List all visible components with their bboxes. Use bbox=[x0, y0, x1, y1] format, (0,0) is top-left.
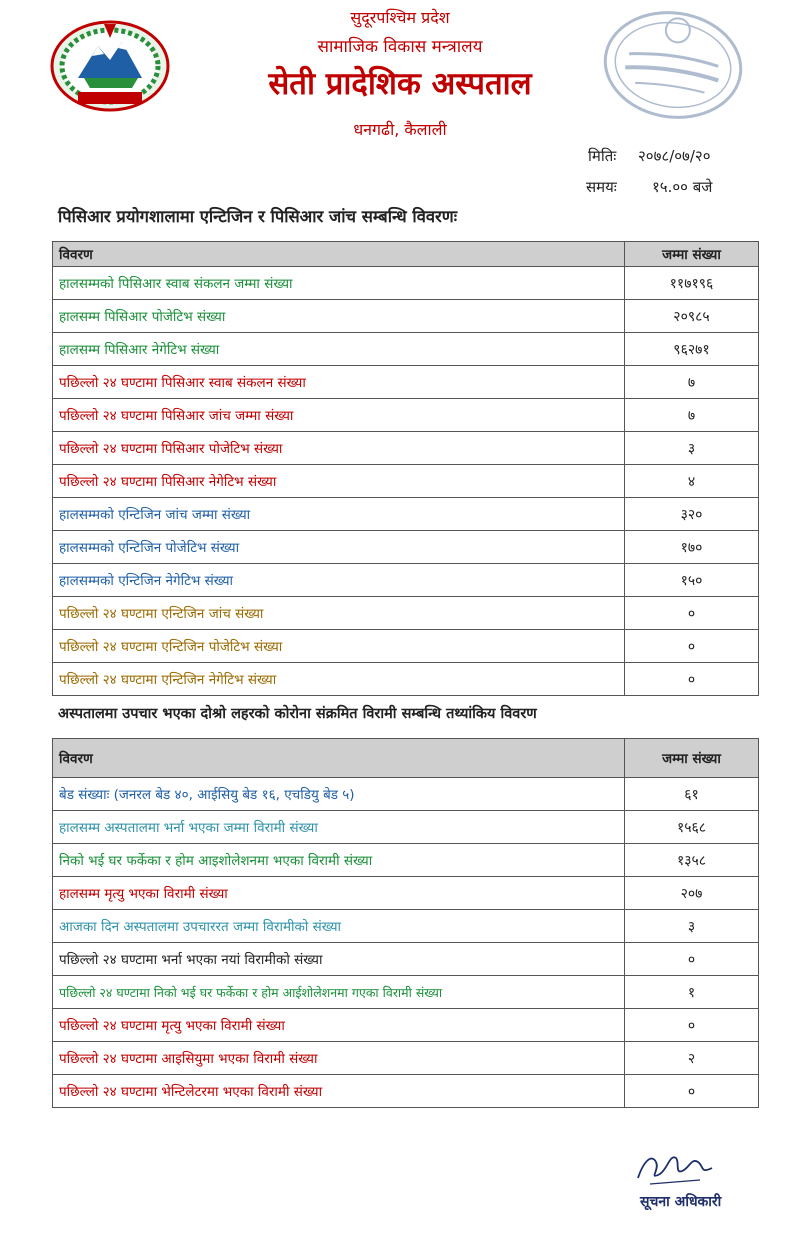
row-label: हालसम्म पिसिआर पोजेटिभ संख्या bbox=[53, 300, 625, 333]
row-label: हालसम्मको एन्टिजिन नेगेटिभ संख्या bbox=[53, 564, 625, 597]
row-value: १३५८ bbox=[625, 844, 759, 877]
pcr-antigen-table bbox=[52, 241, 759, 696]
table-row bbox=[53, 432, 759, 465]
table-row bbox=[53, 498, 759, 531]
row-value: ० bbox=[625, 663, 759, 696]
row-value: २०७ bbox=[625, 877, 759, 910]
table-row bbox=[53, 300, 759, 333]
row-value: ७ bbox=[625, 399, 759, 432]
table-row bbox=[53, 1075, 759, 1108]
row-value: ० bbox=[625, 597, 759, 630]
column-header-total: जम्मा संख्या bbox=[625, 739, 759, 778]
province-name: सुदूरपश्चिम प्रदेश bbox=[350, 8, 450, 27]
row-label: पछिल्लो २४ घण्टामा एन्टिजिन पोजेटिभ संख्या bbox=[53, 630, 625, 663]
row-value: २०९८५ bbox=[625, 300, 759, 333]
row-value: ३२० bbox=[625, 498, 759, 531]
signature-icon bbox=[630, 1140, 720, 1190]
table-row bbox=[53, 1009, 759, 1042]
row-label: हालसम्म मृत्यु भएका विरामी संख्या bbox=[53, 877, 625, 910]
table-row bbox=[53, 597, 759, 630]
row-label: पछिल्लो २४ घण्टामा आइसियुमा भएका विरामी संख्या bbox=[53, 1042, 625, 1075]
table-row bbox=[53, 811, 759, 844]
table-header-row bbox=[53, 739, 759, 778]
row-label: पछिल्लो २४ घण्टामा निको भई घर फर्केका र होम आईशोलेशनमा गएका विरामी संख्या bbox=[53, 976, 625, 1009]
table-row bbox=[53, 844, 759, 877]
row-label: बेड संख्याः (जनरल बेड ४०, आईसियु बेड १६, एचडियु बेड ५) bbox=[53, 778, 625, 811]
row-value: १ bbox=[625, 976, 759, 1009]
row-label: आजका दिन अस्पतालमा उपचाररत जम्मा विरामीको संख्या bbox=[53, 910, 625, 943]
row-value: ३ bbox=[625, 910, 759, 943]
column-header-description: विवरण bbox=[53, 739, 625, 778]
row-label: हालसम्मको एन्टिजिन पोजेटिभ संख्या bbox=[53, 531, 625, 564]
row-label: पछिल्लो २४ घण्टामा भेन्टिलेटरमा भएका विरामी संख्या bbox=[53, 1075, 625, 1108]
row-label: हालसम्मको पिसिआर स्वाब संकलन जम्मा संख्या bbox=[53, 267, 625, 300]
signatory-label: सूचना अधिकारी bbox=[640, 1194, 722, 1210]
row-value: ६१ bbox=[625, 778, 759, 811]
row-label: पछिल्लो २४ घण्टामा एन्टिजिन नेगेटिभ संख्या bbox=[53, 663, 625, 696]
row-value: ० bbox=[625, 1075, 759, 1108]
table-row bbox=[53, 267, 759, 300]
row-label: हालसम्मको एन्टिजिन जांच जम्मा संख्या bbox=[53, 498, 625, 531]
hospital-name: सेती प्रादेशिक अस्पताल bbox=[268, 66, 532, 102]
row-label: पछिल्लो २४ घण्टामा मृत्यु भएका विरामी संख्या bbox=[53, 1009, 625, 1042]
time-label: समयः bbox=[586, 178, 617, 196]
row-label: पछिल्लो २४ घण्टामा पिसिआर जांच जम्मा संख्या bbox=[53, 399, 625, 432]
table-row bbox=[53, 976, 759, 1009]
hospital-patient-table bbox=[52, 738, 759, 1108]
table-row bbox=[53, 877, 759, 910]
column-header-description: विवरण bbox=[53, 242, 625, 267]
table-row bbox=[53, 943, 759, 976]
row-label: पछिल्लो २४ घण्टामा एन्टिजिन जांच संख्या bbox=[53, 597, 625, 630]
table-header-row bbox=[53, 242, 759, 267]
date-label: मितिः bbox=[588, 147, 617, 165]
row-value: ४ bbox=[625, 465, 759, 498]
row-value: २ bbox=[625, 1042, 759, 1075]
hospital-location: धनगढी, कैलाली bbox=[353, 120, 447, 139]
row-value: ३ bbox=[625, 432, 759, 465]
table-row bbox=[53, 465, 759, 498]
row-label: हालसम्म अस्पतालमा भर्ना भएका जम्मा विरामी संख्या bbox=[53, 811, 625, 844]
table-row bbox=[53, 333, 759, 366]
row-value: १५६८ bbox=[625, 811, 759, 844]
table-row bbox=[53, 564, 759, 597]
date-value: २०७८/०७/२० bbox=[638, 147, 711, 165]
government-emblem-icon bbox=[48, 16, 172, 114]
table-row bbox=[53, 778, 759, 811]
section2-title: अस्पतालमा उपचार भएका दोश्रो लहरको कोरोना संक्रमित विरामी सम्बन्धि तथ्यांकिय विवरण bbox=[58, 706, 537, 722]
official-stamp-icon bbox=[598, 4, 748, 126]
row-label: हालसम्म पिसिआर नेगेटिभ संख्या bbox=[53, 333, 625, 366]
row-label: पछिल्लो २४ घण्टामा भर्ना भएका नयां विरामीको संख्या bbox=[53, 943, 625, 976]
row-value: ११७१९६ bbox=[625, 267, 759, 300]
table-row bbox=[53, 630, 759, 663]
column-header-total: जम्मा संख्या bbox=[625, 242, 759, 267]
row-value: ० bbox=[625, 1009, 759, 1042]
ministry-name: सामाजिक विकास मन्त्रालय bbox=[317, 37, 483, 57]
row-value: ९६२७१ bbox=[625, 333, 759, 366]
table-row bbox=[53, 366, 759, 399]
row-value: ० bbox=[625, 943, 759, 976]
row-label: निको भई घर फर्केका र होम आइशोलेशनमा भएका विरामी संख्या bbox=[53, 844, 625, 877]
table-row bbox=[53, 910, 759, 943]
row-value: ७ bbox=[625, 366, 759, 399]
row-value: १५० bbox=[625, 564, 759, 597]
table-row bbox=[53, 399, 759, 432]
row-label: पछिल्लो २४ घण्टामा पिसिआर पोजेटिभ संख्या bbox=[53, 432, 625, 465]
row-label: पछिल्लो २४ घण्टामा पिसिआर स्वाब संकलन संख्या bbox=[53, 366, 625, 399]
row-label: पछिल्लो २४ घण्टामा पिसिआर नेगेटिभ संख्या bbox=[53, 465, 625, 498]
section1-title: पिसिआर प्रयोगशालामा एन्टिजिन र पिसिआर जांच सम्बन्धि विवरणः bbox=[58, 207, 458, 226]
table-row bbox=[53, 1042, 759, 1075]
table-row bbox=[53, 531, 759, 564]
row-value: १७० bbox=[625, 531, 759, 564]
table-row bbox=[53, 663, 759, 696]
row-value: ० bbox=[625, 630, 759, 663]
time-value: १५.०० बजे bbox=[652, 178, 713, 196]
